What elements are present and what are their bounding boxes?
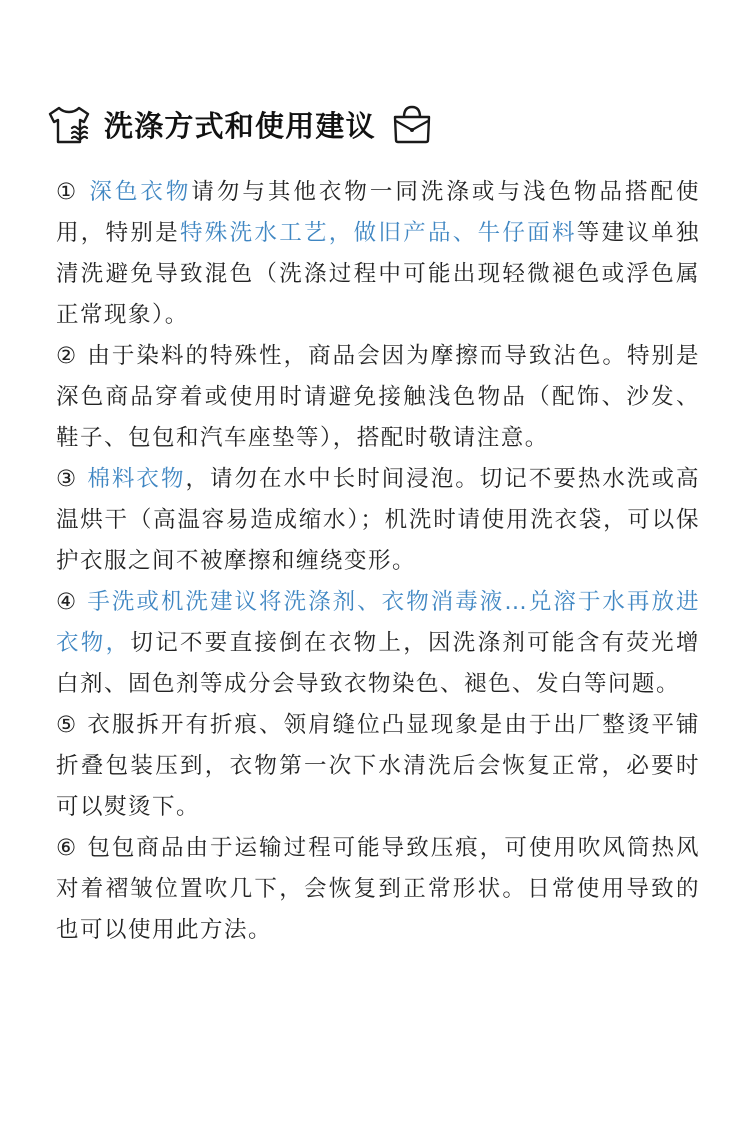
body-text: ① [56,179,90,205]
instruction-list [56,172,700,951]
body-text: ⑥ 包包商品由于运输过程可能导致压痕，可使用吹风筒热风对着褶皱位置吹几下，会恢复到正常形状。日常使用导致的也可以使用此方法。 [56,835,700,943]
body-text: ，请勿在水中长时间浸泡。切记不要热水洗或高温烘干（高温容易造成缩水）；机洗时请使用洗衣袋，可以保护衣服之间不被摩擦和缠绕变形。 [56,466,700,574]
instruction-paragraph-6 [56,828,700,951]
page-title: 洗涤方式和使用建议 [104,108,376,143]
highlighted-text: 手洗或机洗建议将洗涤剂、衣物消毒液…兑溶于水再放进衣物， [56,589,700,656]
body-text: 等建议单独清洗避免导致混色（洗涤过程中可能出现轻微褪色或浮色属正常现象）。 [56,220,700,328]
body-text: ③ [56,466,88,492]
handbag-icon [390,103,434,145]
instruction-paragraph-2 [56,336,700,459]
body-text: 切记不要直接倒在衣物上，因洗涤剂可能含有荧光增白剂、固色剂等成分会导致衣物染色、褪色、发白等问题。 [56,630,700,697]
instruction-paragraph-4 [56,582,700,705]
instruction-paragraph-1 [56,172,700,336]
highlighted-text: 棉料衣物 [87,466,186,492]
body-text: ④ [56,589,88,615]
instruction-paragraph-3 [56,459,700,582]
tshirt-wash-icon [44,102,94,146]
highlighted-text: 特殊洗水工艺，做旧产品、牛仔面料 [180,220,577,246]
body-text: 请勿与其他衣物一同洗涤或与浅色物品搭配使用，特别是 [56,179,700,246]
body-text: ⑤ 衣服拆开有折痕、领肩缝位凸显现象是由于出厂整烫平铺折叠包装压到，衣物第一次下水清洗后会恢复正常，必要时可以熨烫下。 [56,712,700,820]
body-text: ② 由于染料的特殊性，商品会因为摩擦而导致沾色。特别是深色商品穿着或使用时请避免接触浅色物品（配饰、沙发、鞋子、包包和汽车座垫等），搭配时敬请注意。 [56,343,700,451]
section-header [44,98,434,150]
instruction-paragraph-5 [56,705,700,828]
highlighted-text: 深色衣物 [89,179,192,205]
